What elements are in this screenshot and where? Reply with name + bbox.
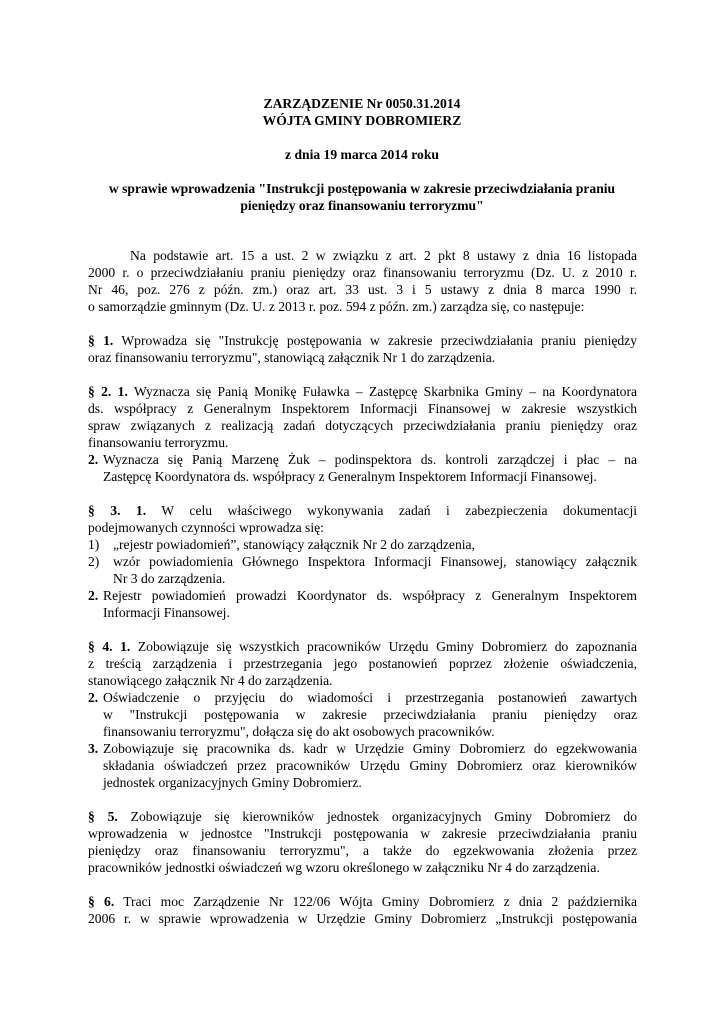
section-3-item-1: „rejestr powiadomień”, stanowiący załącznik Nr 2 do zarządzenia, bbox=[113, 537, 475, 552]
section-5-line-1: § 5. Zobowiązuje się kierowników jednostek organizacyjnych Gminy Dobromierz do bbox=[88, 809, 638, 824]
preamble-line-3: Nr 46, poz. 276 z późn. zm.) oraz art. 33 ust. 3 i 5 ustawy z dnia 8 marca 1990 r. bbox=[88, 282, 637, 297]
subject-line-2: pieniędzy oraz finansowaniu terroryzmu" bbox=[240, 198, 484, 213]
section-4-point-3-line-2: składania oświadczeń przez pracowników Urzędu Gminy Dobromierz oraz kierowników bbox=[103, 758, 637, 773]
preamble-line-2: 2000 r. o przeciwdziałaniu praniu pieniędzy oraz finansowaniu terroryzmu (Dz. U. z 2010 r. bbox=[88, 265, 637, 280]
section-5-line-4: pracowników jednostki oświadczeń wg wzoru określonego w załączniku Nr 4 do zarządzenia. bbox=[88, 860, 600, 875]
section-2-point-2-line-2: Zastępcę Koordynatora ds. współpracy z Generalnym Inspektorem Informacji Finansowej. bbox=[103, 469, 597, 484]
section-2-line-2: ds. współpracy z Generalnym Inspektorem Informacji Finansowej w zakresie wszystkich bbox=[88, 401, 637, 416]
section-3-item-2-mark: 2) bbox=[88, 554, 100, 569]
section-4-point-3-line-1: Zobowiązuje się pracownika ds. kadr w Urzędzie Gminy Dobromierz do egzekwowania bbox=[103, 741, 637, 756]
section-3-item-2-line-1: wzór powiadomienia Głównego Inspektora Informacji Finansowej, stanowiący załącznik bbox=[113, 554, 637, 569]
section-2-line-3: spraw związanych z realizacją zadań dotyczących przeciwdziałania praniu pieniędzy oraz bbox=[88, 418, 637, 433]
section-4-mark: § 4. 1. bbox=[88, 639, 131, 654]
section-4-line-2: z treścią zarządzenia i przestrzegania jego postanowień poprzez złożenie oświadczenia, bbox=[88, 656, 637, 671]
section-3-line-2: podejmowanych czynności wprowadza się: bbox=[88, 520, 324, 535]
title-line-2: WÓJTA GMINY DOBROMIERZ bbox=[262, 113, 462, 128]
section-5-mark: § 5. bbox=[88, 809, 118, 824]
section-4-point-3-line-3: jednostek organizacyjnych Gminy Dobromierz. bbox=[103, 775, 362, 790]
date-line: z dnia 19 marca 2014 roku bbox=[285, 147, 439, 162]
section-2-mark: § 2. 1. bbox=[88, 384, 128, 399]
title-line-1: ZARZĄDZENIE Nr 0050.31.2014 bbox=[263, 96, 461, 111]
section-2-point-2-line-1: Wyznacza się Panią Marzenę Żuk – podinspektora ds. kontroli zarządczej i płac – na bbox=[103, 452, 637, 467]
section-1-mark: § 1. bbox=[88, 333, 114, 348]
section-4-line-3: stanowiącego załącznik Nr 4 do zarządzenia. bbox=[88, 673, 333, 688]
section-4-point-2-line-3: finansowaniu terroryzmu", dołącza się do akt osobowych pracowników. bbox=[103, 724, 495, 739]
section-3-item-2-line-2: Nr 3 do zarządzenia. bbox=[113, 571, 226, 586]
section-4-point-2-line-2: w "Instrukcji postępowania w zakresie przeciwdziałania praniu pieniędzy oraz bbox=[103, 707, 637, 722]
section-4-line-1: § 4. 1. Zobowiązuje się wszystkich pracowników Urzędu Gminy Dobromierz do zapoznania bbox=[88, 639, 637, 654]
section-1-line-2: oraz finansowaniu terroryzmu", stanowiącą załącznik Nr 1 do zarządzenia. bbox=[88, 350, 496, 365]
section-3-line-1: § 3. 1. W celu właściwego wykonywania zadań i zabezpieczenia dokumentacji bbox=[88, 503, 638, 518]
preamble-line-4: o samorządzie gminnym (Dz. U. z 2013 r. poz. 594 z późn. zm.) zarządza się, co następuje: bbox=[88, 299, 585, 314]
section-4-point-3-mark: 3. bbox=[88, 741, 99, 756]
section-6-mark: § 6. bbox=[88, 894, 115, 909]
section-3-point-2-line-2: Informacji Finansowej. bbox=[103, 605, 230, 620]
section-5-line-2: wprowadzenia w jednostce "Instrukcji postępowania w zakresie przeciwdziałania praniu bbox=[88, 826, 637, 841]
section-3-mark: § 3. 1. bbox=[88, 503, 147, 518]
section-6-line-2: 2006 r. w sprawie wprowadzenia w Urzędzie Gminy Dobromierz „Instrukcji postępowania bbox=[88, 911, 637, 926]
section-2-point-2-mark: 2. bbox=[88, 452, 99, 467]
section-4-point-2-mark: 2. bbox=[88, 690, 99, 705]
section-1-line-1: § 1. Wprowadza się "Instrukcję postępowania w zakresie przeciwdziałania praniu pieniędzy bbox=[88, 333, 638, 348]
preamble-line-1: Na podstawie art. 15 a ust. 2 w związku z art. 2 pkt 8 ustawy z dnia 16 listopada bbox=[130, 248, 637, 263]
section-3-point-2-line-1: Rejestr powiadomień prowadzi Koordynator ds. współpracy z Generalnym Inspektorem bbox=[103, 588, 637, 603]
section-3-point-2-mark: 2. bbox=[88, 588, 99, 603]
section-6-line-1: § 6. Traci moc Zarządzenie Nr 122/06 Wójta Gminy Dobromierz z dnia 2 października bbox=[88, 894, 638, 909]
section-2-line-1: § 2. 1. Wyznacza się Panią Monikę Fuławka – Zastępcę Skarbnika Gminy – na Koordynatora bbox=[88, 384, 638, 399]
section-3-item-1-mark: 1) bbox=[88, 537, 100, 552]
section-2-line-4: finansowaniu terroryzmu. bbox=[88, 435, 229, 450]
section-5-line-3: pieniędzy oraz finansowaniu terroryzmu", a także do egzekwowania złożenia przez bbox=[88, 843, 637, 858]
section-4-point-2-line-1: Oświadczenie o przyjęciu do wiadomości i przestrzegania postanowień zawartych bbox=[103, 690, 637, 705]
subject-line-1: w sprawie wprowadzenia "Instrukcji postępowania w zakresie przeciwdziałania praniu bbox=[108, 181, 616, 196]
